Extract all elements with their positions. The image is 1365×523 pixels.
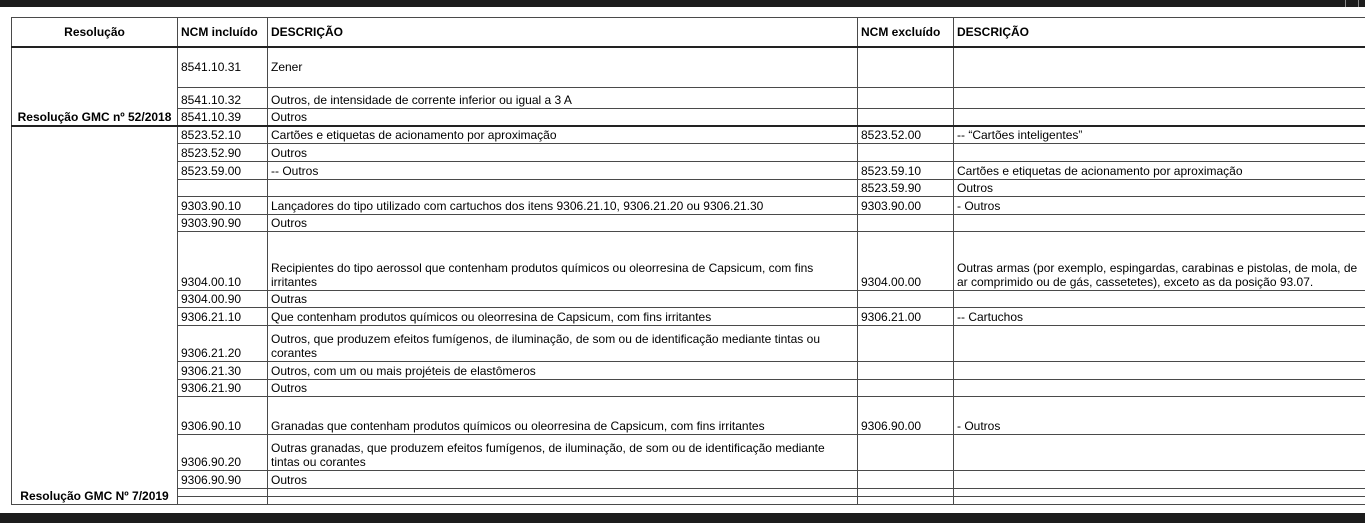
descricao-excluido-cell: Outros <box>954 179 1365 196</box>
ncm-incluido-cell: 8523.52.10 <box>178 126 268 144</box>
descricao-incluido-cell: Cartões e etiquetas de acionamento por aproximação <box>268 126 858 144</box>
descricao-incluido-cell: Outros <box>268 470 858 488</box>
descricao-incluido-cell: Outros, com um ou mais projéteis de elastômeros <box>268 361 858 379</box>
ncm-excluido-cell <box>858 379 954 396</box>
descricao-incluido-cell <box>268 179 858 196</box>
ncm-incluido-cell: 9306.21.20 <box>178 325 268 361</box>
ncm-excluido-cell: 9306.21.00 <box>858 307 954 325</box>
header-ncm-incluido: NCM incluído <box>178 18 268 48</box>
ncm-incluido-cell: 9304.00.10 <box>178 231 268 290</box>
descricao-incluido-cell: Recipientes do tipo aerossol que contenham produtos químicos ou oleorresina de Capsicum, com fins irritantes <box>268 231 858 290</box>
descricao-incluido-cell: -- Outros <box>268 161 858 179</box>
header-resolucao: Resolução <box>12 18 178 48</box>
descricao-excluido-cell <box>954 496 1365 504</box>
table-row <box>12 214 1365 231</box>
header-descricao-incluido: DESCRIÇÃO <box>268 18 858 48</box>
descricao-incluido-cell: Que contenham produtos químicos ou oleorresina de Capsicum, com fins irritantes <box>268 307 858 325</box>
ncm-excluido-cell <box>858 361 954 379</box>
table-header-row <box>12 18 1365 48</box>
ncm-incluido-cell: 9306.90.90 <box>178 470 268 488</box>
descricao-incluido-cell <box>268 488 858 496</box>
table-row <box>12 126 1365 144</box>
table-row <box>12 434 1365 470</box>
ncm-excluido-cell: 8523.52.00 <box>858 126 954 144</box>
table-row <box>12 196 1365 214</box>
ncm-incluido-cell <box>178 496 268 504</box>
table-row <box>12 307 1365 325</box>
table-row <box>12 161 1365 179</box>
descricao-incluido-cell: Outros, de intensidade de corrente inferior ou igual a 3 A <box>268 87 858 108</box>
ncm-excluido-cell: 8523.59.10 <box>858 161 954 179</box>
table-row <box>12 87 1365 108</box>
ncm-excluido-cell <box>858 470 954 488</box>
ncm-excluido-cell <box>858 496 954 504</box>
descricao-excluido-cell: Outras armas (por exemplo, espingardas, carabinas e pistolas, de mola, de ar comprimido ou de gás, cassetetes), exceto as da posição 93.07. <box>954 231 1365 290</box>
table-row <box>12 47 1365 87</box>
ncm-excluido-cell <box>858 434 954 470</box>
descricao-excluido-cell <box>954 434 1365 470</box>
resolucao-cell: Resolução GMC nº 52/2018 <box>12 47 178 126</box>
descricao-incluido-cell: Outros, que produzem efeitos fumígenos, de iluminação, de som ou de identificação mediante tintas ou corantes <box>268 325 858 361</box>
descricao-excluido-cell <box>954 290 1365 307</box>
ncm-excluido-cell <box>858 488 954 496</box>
scroll-corner-icon <box>1345 0 1359 7</box>
descricao-incluido-cell: Outros <box>268 214 858 231</box>
window-bottom-bar <box>0 513 1365 523</box>
ncm-excluido-cell <box>858 108 954 126</box>
ncm-incluido-cell: 8541.10.39 <box>178 108 268 126</box>
ncm-incluido-cell: 8541.10.31 <box>178 47 268 87</box>
descricao-excluido-cell <box>954 87 1365 108</box>
descricao-incluido-cell: Outros <box>268 108 858 126</box>
table-row <box>12 379 1365 396</box>
descricao-excluido-cell: - Outros <box>954 396 1365 434</box>
ncm-incluido-cell: 8523.59.00 <box>178 161 268 179</box>
descricao-incluido-cell <box>268 496 858 504</box>
descricao-excluido-cell <box>954 379 1365 396</box>
ncm-excluido-cell <box>858 214 954 231</box>
header-ncm-excluido: NCM excluído <box>858 18 954 48</box>
descricao-excluido-cell <box>954 488 1365 496</box>
ncm-incluido-cell: 9306.21.30 <box>178 361 268 379</box>
table-row <box>12 231 1365 290</box>
descricao-excluido-cell <box>954 214 1365 231</box>
ncm-incluido-cell <box>178 179 268 196</box>
window-top-bar <box>0 0 1365 7</box>
descricao-excluido-cell <box>954 47 1365 87</box>
document-page <box>11 17 1365 505</box>
ncm-excluido-cell <box>858 47 954 87</box>
ncm-incluido-cell: 9306.90.10 <box>178 396 268 434</box>
ncm-incluido-cell: 9306.21.10 <box>178 307 268 325</box>
ncm-excluido-cell: 9303.90.00 <box>858 196 954 214</box>
descricao-incluido-cell: Zener <box>268 47 858 87</box>
ncm-incluido-cell: 9304.00.90 <box>178 290 268 307</box>
table-row <box>12 108 1365 126</box>
table-row <box>12 396 1365 434</box>
ncm-incluido-cell: 9306.90.20 <box>178 434 268 470</box>
ncm-incluido-cell: 8523.52.90 <box>178 143 268 161</box>
descricao-excluido-cell <box>954 361 1365 379</box>
table-row <box>12 143 1365 161</box>
descricao-incluido-cell: Outras <box>268 290 858 307</box>
descricao-incluido-cell: Outros <box>268 379 858 396</box>
resolucao-cell: Resolução GMC Nº 7/2019 <box>12 126 178 505</box>
ncm-incluido-cell: 9306.21.90 <box>178 379 268 396</box>
ncm-excluido-cell <box>858 290 954 307</box>
descricao-excluido-cell <box>954 108 1365 126</box>
ncm-incluido-cell: 8541.10.32 <box>178 87 268 108</box>
ncm-excluido-cell: 9304.00.00 <box>858 231 954 290</box>
table-row <box>12 325 1365 361</box>
table-row <box>12 179 1365 196</box>
table-row <box>12 488 1365 496</box>
descricao-excluido-cell <box>954 325 1365 361</box>
header-descricao-excluido: DESCRIÇÃO <box>954 18 1365 48</box>
table-row <box>12 496 1365 504</box>
ncm-table <box>11 17 1365 505</box>
ncm-excluido-cell: 9306.90.00 <box>858 396 954 434</box>
ncm-excluido-cell <box>858 143 954 161</box>
descricao-excluido-cell: -- “Cartões inteligentes” <box>954 126 1365 144</box>
ncm-incluido-cell <box>178 488 268 496</box>
ncm-incluido-cell: 9303.90.90 <box>178 214 268 231</box>
table-row <box>12 361 1365 379</box>
descricao-incluido-cell: Outros <box>268 143 858 161</box>
descricao-incluido-cell: Lançadores do tipo utilizado com cartuchos dos itens 9306.21.10, 9306.21.20 ou 9306.21.30 <box>268 196 858 214</box>
descricao-incluido-cell: Granadas que contenham produtos químicos ou oleorresina de Capsicum, com fins irritantes <box>268 396 858 434</box>
ncm-excluido-cell: 8523.59.90 <box>858 179 954 196</box>
table-row <box>12 290 1365 307</box>
descricao-excluido-cell <box>954 470 1365 488</box>
descricao-excluido-cell: Cartões e etiquetas de acionamento por aproximação <box>954 161 1365 179</box>
ncm-excluido-cell <box>858 87 954 108</box>
table-row <box>12 470 1365 488</box>
descricao-excluido-cell <box>954 143 1365 161</box>
descricao-excluido-cell: -- Cartuchos <box>954 307 1365 325</box>
descricao-incluido-cell: Outras granadas, que produzem efeitos fumígenos, de iluminação, de som ou de identificação mediante tintas ou corantes <box>268 434 858 470</box>
descricao-excluido-cell: - Outros <box>954 196 1365 214</box>
ncm-incluido-cell: 9303.90.10 <box>178 196 268 214</box>
ncm-excluido-cell <box>858 325 954 361</box>
